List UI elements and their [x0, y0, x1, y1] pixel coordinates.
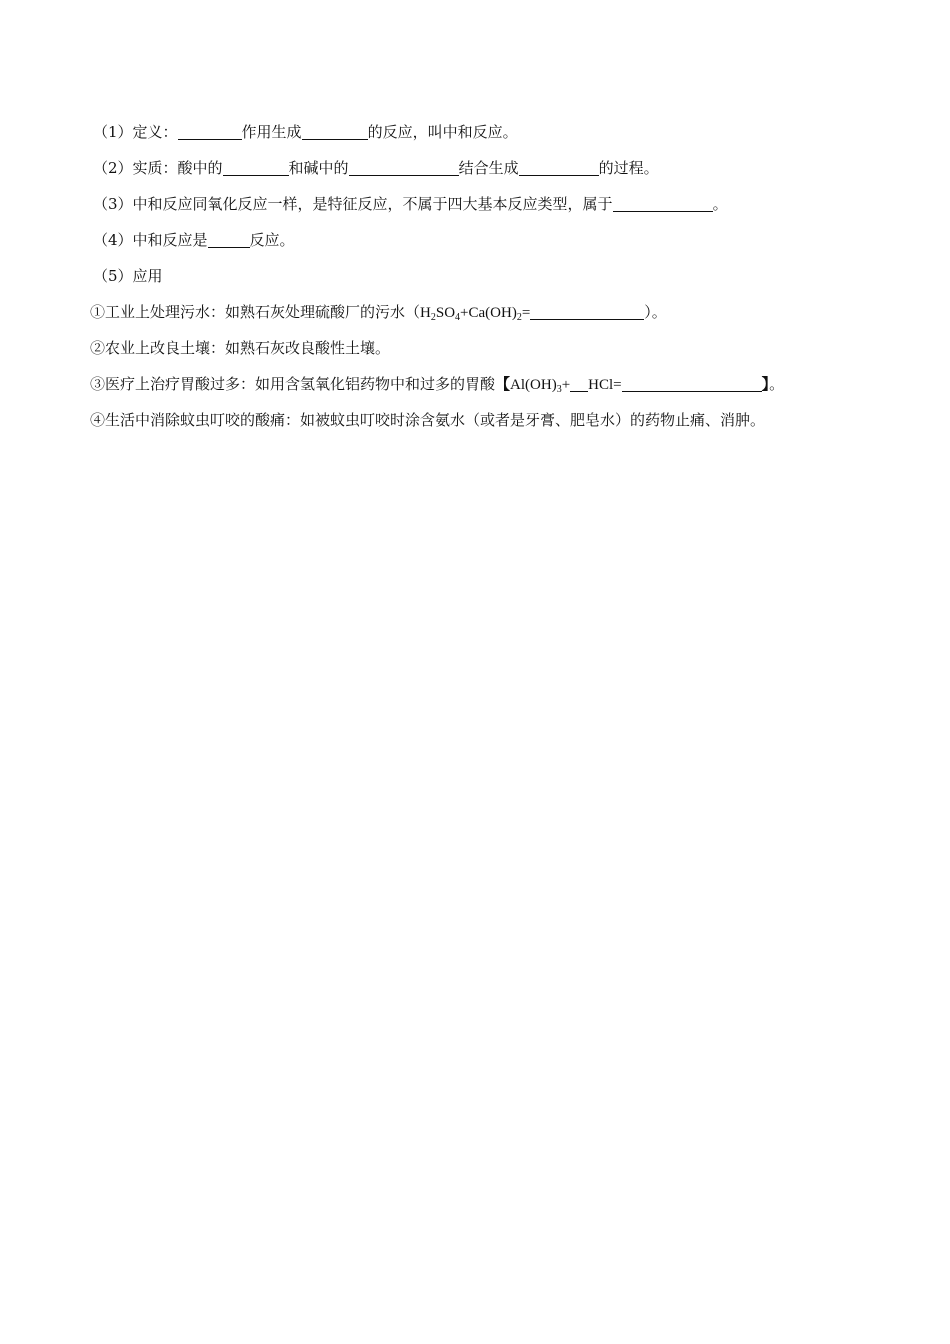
coefficient-blank[interactable]: [570, 373, 588, 392]
application-4: [90, 402, 880, 438]
question-3: [90, 186, 880, 222]
q2-prefix: （2）实质：酸中的: [93, 159, 223, 177]
app3-prefix: ③医疗上治疗胃酸过多：如用含氢氧化铝药物中和过多的胃酸: [90, 375, 496, 393]
bracket-open: 【: [495, 375, 511, 393]
app3-suffix: 。: [769, 375, 785, 393]
app2-text: ②农业上改良土壤：如熟石灰改良酸性土壤。: [90, 339, 391, 357]
question-5-title: [90, 258, 880, 294]
answer-blank[interactable]: [349, 157, 459, 176]
answer-blank[interactable]: [613, 193, 713, 212]
q1-mid: 作用生成: [241, 123, 302, 141]
q2-suffix: 的过程。: [598, 159, 659, 177]
q1-suffix: 的反应，叫中和反应。: [367, 123, 518, 141]
bracket-close: 】: [761, 375, 770, 393]
answer-blank[interactable]: [530, 301, 644, 320]
q1-prefix: （1）定义：: [93, 123, 178, 141]
application-3: [90, 366, 880, 402]
q2-mid1: 和碱中的: [288, 159, 349, 177]
answer-blank[interactable]: [223, 157, 289, 176]
q3-prefix: （3）中和反应同氧化反应一样，是特征反应，不属于四大基本反应类型，属于: [93, 195, 613, 213]
app4-text: ④生活中消除蚊虫叮咬的酸痛：如被蚊虫叮咬时涂含氨水（或者是牙膏、肥皂水）的药物止痛、消肿。: [90, 411, 766, 429]
answer-blank[interactable]: [622, 373, 762, 392]
formula-aloh3: $Al(OH)_3+$: [510, 377, 571, 395]
answer-blank[interactable]: [302, 121, 368, 140]
q2-mid2: 结合生成: [458, 159, 519, 177]
q3-suffix: 。: [712, 195, 728, 213]
application-1: [90, 294, 880, 330]
app1-suffix: ）。: [644, 303, 667, 321]
worksheet-content: [90, 114, 880, 438]
q4-suffix: 反应。: [249, 231, 295, 249]
application-2: [90, 330, 880, 366]
q5-title: （5）应用: [93, 267, 163, 285]
question-1: [90, 114, 880, 150]
formula-hcl: HCl=: [588, 377, 622, 393]
question-2: [90, 150, 880, 186]
q4-prefix: （4）中和反应是: [93, 231, 208, 249]
formula-h2so4: $H_2SO_4+Ca(OH)_2=$: [420, 305, 531, 323]
answer-blank[interactable]: [178, 121, 242, 140]
answer-blank[interactable]: [519, 157, 599, 176]
app1-prefix: ①工业上处理污水：如熟石灰处理硫酸厂的污水（: [90, 303, 421, 321]
answer-blank[interactable]: [208, 229, 250, 248]
question-4: [90, 222, 880, 258]
